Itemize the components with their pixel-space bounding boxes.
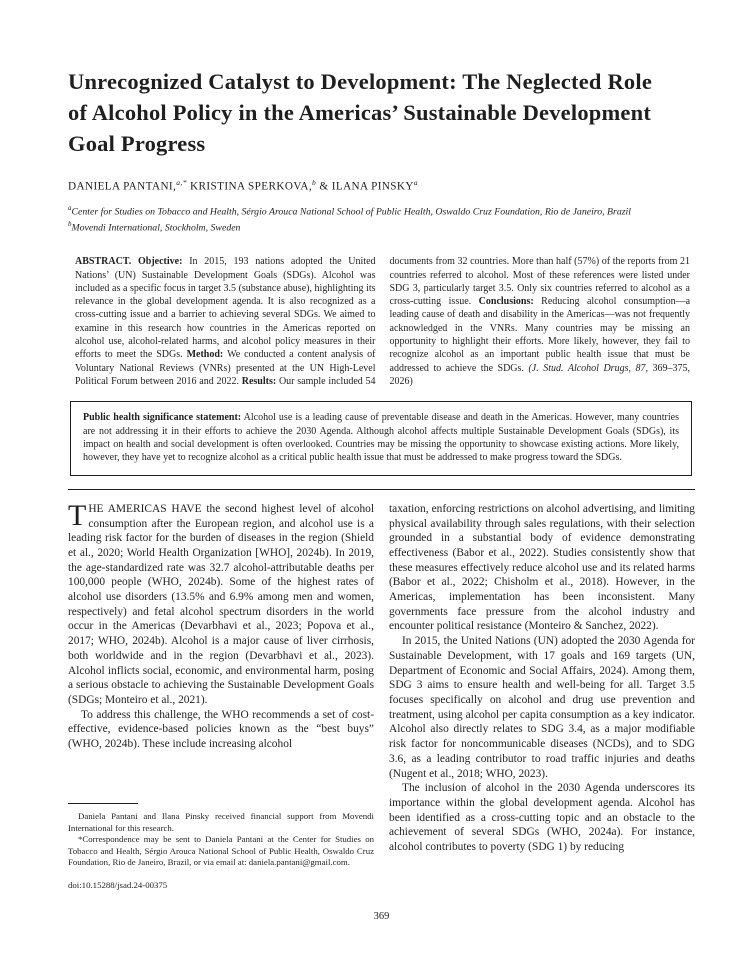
journal-citation-italic: (J. Stud. Alcohol Drugs, 87, (528, 362, 648, 374)
body-paragraph: The inclusion of alcohol in the 2030 Agenda underscores its importance within the global development agenda. Alcohol has been identified as a cross-cutting topic and an obstacle to the achievement of several SDGs (WHO, 2024a). For instance, alcohol contributes to poverty (SDG 1) by reducing (389, 782, 695, 854)
significance-box (70, 401, 692, 476)
article-title: Unrecognized Catalyst to Development: The Neglected Role of Alcohol Policy in the Americas’ Sustainable Development Goal Progress (68, 69, 653, 156)
abstract (75, 255, 690, 388)
dropcap: T (68, 498, 87, 532)
affiliations (68, 202, 695, 235)
abstract-conclusions-text: Reducing alcohol consumption—a leading cause of death and disability in the Americas—was not frequently acknowledged in the VNRs. Many countries may be missing an opportunity to highlight their efforts. More likely, however, they fail to recognize alcohol as an important public health issue that must be addressed to achieve the SDGs. (389, 296, 691, 374)
affiliation (68, 202, 688, 218)
significance-statement (83, 411, 679, 465)
body-column-right (389, 502, 695, 894)
significance-text: Alcohol use is a leading cause of preventable disease and death in the Americas. However, many countries are not addressing it in their efforts to achieve the 2030 Agenda. Although alcohol affects multiple Sustainable Development Goals (SDGs), its impact on health and social development is often overlooked. Countries may be missing the opportunity to showcase existing actions. More likely, however, they have yet to recognize alcohol as a critical public health issue that must be addressed to make progress toward the SDGs. (83, 412, 679, 464)
correspondence-footnote: *Correspondence may be sent to Daniela Pantani at the Center for Studies on Tobacco and Health, Sérgio Arouca National School of Public Health, Oswaldo Cruz Foundation, Rio de Janeiro, Brazil, or via email at: daniela.pantani@gmail.com. (68, 834, 374, 868)
footnote-divider (68, 803, 138, 804)
author-affiliation-marker: a (413, 178, 419, 187)
body-columns (68, 498, 695, 894)
affiliation-text: Center for Studies on Tobacco and Health, Sérgio Arouca National School of Public Health, Oswaldo Cruz Foundation, Rio de Janeiro, Brazil (71, 206, 631, 217)
abstract-label: ABSTRACT. (75, 256, 132, 268)
body-column-left (68, 498, 374, 894)
abstract-objective-text: In 2015, 193 nations adopted the United Nations’ (UN) Sustainable Development Goals (SDGs). Alcohol was included as a specific focus in target 3.5 (substance abuse), highlighting its relevance in the global development agenda. It is also recognized as a cross-cutting issue and a barrier to achieving several SDGs. We aimed to examine in this research how countries in the Americas reported on alcohol use, alcohol-related harms, and alcohol policy measures in their efforts to meet the SDGs. (75, 256, 376, 361)
affiliation-text: Movendi International, Stockholm, Sweden (71, 222, 241, 234)
author-name: & ILANA PINSKY (319, 180, 414, 193)
abstract-conclusions-label: Conclusions: (478, 296, 534, 308)
author-name: KRISTINA SPERKOVA, (190, 180, 313, 193)
abstract-method-text: We conducted a content analysis of Voluntary National Reviews (VNRs) presented at the UN High-Level Political Forum between 2016 and 2022. (75, 349, 376, 387)
body-paragraph (68, 498, 374, 708)
journal-citation-pages: 369–375, 2026) (389, 362, 690, 387)
significance-label: Public health significance statement: (83, 412, 242, 424)
affiliation-marker: a (68, 203, 72, 212)
author-affiliation-marker: b (312, 178, 317, 187)
affiliation-marker: b (68, 220, 72, 228)
funding-footnote: Daniela Pantani and Ilana Pinsky received financial support from Movendi International for this research. (68, 811, 374, 833)
body-paragraph: To address this challenge, the WHO recommends a set of cost-effective, evidence-based policies known as the “best buys” (WHO, 2024b). These include increasing alcohol (68, 708, 374, 751)
abstract-results-label: Results: (241, 375, 277, 387)
author-name: DANIELA PANTANI, (68, 180, 177, 193)
body-paragraph: In 2015, the United Nations (UN) adopted the 2030 Agenda for Sustainable Development, with 17 goals and 169 targets (UN, Department of Economic and Social Affairs, 2024). Among them, SDG 3 aims to ensure health and well-being for all. Target 3.5 focuses specifically on alcohol and drug use prevention and treatment, using alcohol per capita consumption as a key indicator. Alcohol also directly relates to SDG 3.4, as a major modifiable risk factor for noncommunicable diseases (NCDs), and to SDG 3.6, as a leading contributor to road traffic injuries and deaths (Nugent et al., 2018; WHO, 2023). (389, 635, 695, 780)
doi: doi:10.15288/jsad.24-00375 (68, 880, 168, 891)
author-affiliation-marker: a,* (176, 178, 187, 187)
page-number: 369 (373, 910, 390, 922)
body-paragraph-text: HE AMERICAS HAVE the second highest level of alcohol consumption after the European region, and alcohol use is a leading risk factor for the burden of diseases in the region (Shield et al., 2020; World Health Organization [WHO], 2024b). In 2019, the age-standardized rate was 32.7 alcohol-attributable deaths per 100,000 people (WHO, 2024b). Some of the highest rates of alcohol use disorders (13.5% and 6.9% among men and women, respectively) and fetal alcohol spectrum disorders in the world occur in the Americas (Devarbhavi et al., 2023; Popova et al., 2017; WHO, 2024b). Alcohol is a major cause of liver cirrhosis, both worldwide and in the region (Devarbhavi et al., 2023). Alcohol inflicts social, economic, and environmental harm, posing a serious obstacle to achieving the Sustainable Development Goals (SDGs; Monteiro et al., 2021). (68, 502, 374, 706)
abstract-method-label: Method: (186, 349, 224, 361)
body-paragraph: taxation, enforcing restrictions on alcohol advertising, and limiting physical availability through sales regulations, with their selection grounded in a substantial body of evidence demonstrating effectiveness (Babor et al., 2022). Studies consistently show that these measures effectively reduce alcohol use and its related harms (Babor et al., 2022; Chisholm et al., 2018). However, in the Americas, implementation has been inconsistent. Many governments face pressure from the alcohol industry and encounter political resistance (Monteiro & Sanchez, 2022). (389, 502, 695, 633)
abstract-results-text: Our sample included 54 documents from 32 countries. More than half (57%) of the reports from 21 countries referred to alcohol. Most of these references were listed under SDG 3, particularly target 3.5. Only six countries referred to alcohol as a cross-cutting issue. (278, 256, 690, 387)
author-line (68, 178, 695, 193)
affiliation (68, 218, 688, 234)
footnotes (68, 803, 374, 893)
section-divider (68, 489, 695, 490)
abstract-objective-label: Objective: (137, 256, 183, 268)
